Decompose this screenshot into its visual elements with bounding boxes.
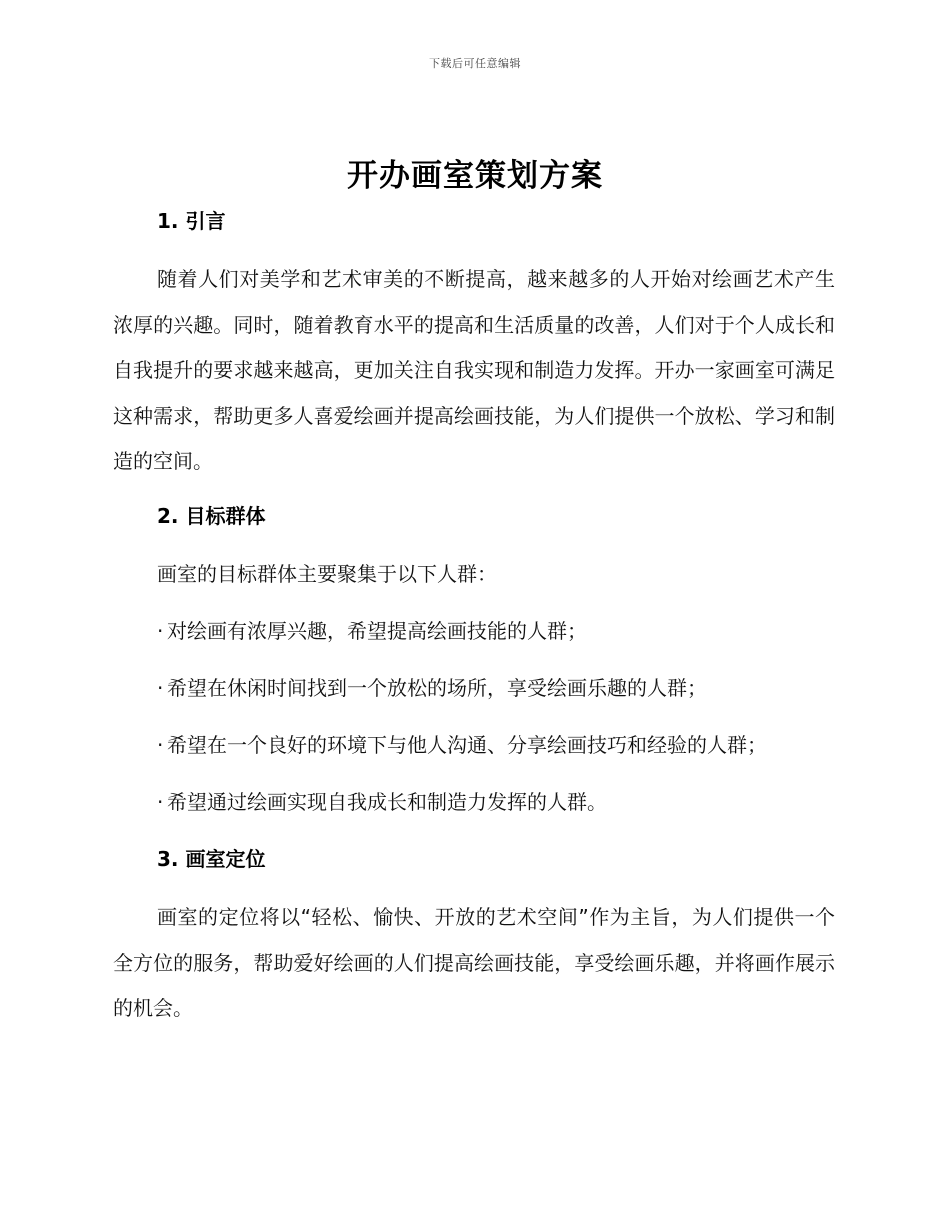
section-paragraph-intro: 随着人们对美学和艺术审美的不断提高，越来越多的人开始对绘画艺术产生浓厚的兴趣。同时，随着教育水平的提高和生活质量的改善，人们对于个人成长和自我提升的要求越来越高，更加关注自我实现和制造力发挥。开办一家画室可满足这种需求，帮助更多人喜爱绘画并提高绘画技能，为人们提供一个放松、学习和制造的空间。: [113, 267, 835, 473]
list-item-text: 对绘画有浓厚兴趣，希望提高绘画技能的人群；: [167, 619, 587, 643]
list-item: [157, 788, 607, 816]
page-header-note: 下载后可任意编辑: [429, 57, 521, 70]
section-heading-positioning: 3. 画室定位: [157, 847, 266, 871]
bullet-dot: ·: [157, 676, 164, 700]
list-item-text: 希望在一个良好的环境下与他人沟通、分享绘画技巧和经验的人群；: [167, 733, 767, 757]
list-item-text: 希望在休闲时间找到一个放松的场所，享受绘画乐趣的人群；: [167, 676, 707, 700]
section-heading-target-group: 2. 目标群体: [157, 504, 266, 528]
section-heading-intro: 1. 引言: [157, 209, 226, 233]
section-intro-target-group: 画室的目标群体主要聚集于以下人群：: [157, 562, 497, 586]
list-item: [157, 617, 587, 645]
section-paragraph-positioning: 画室的定位将以“轻松、愉快、开放的艺术空间”作为主旨，为人们提供一个全方位的服务，帮助爱好绘画的人们提高绘画技能，享受绘画乐趣，并将画作展示的机会。: [113, 905, 835, 1020]
bullet-dot: ·: [157, 790, 164, 814]
list-item: [157, 674, 707, 702]
bullet-dot: ·: [157, 619, 164, 643]
list-item-text: 希望通过绘画实现自我成长和制造力发挥的人群。: [167, 790, 607, 814]
document-title: 开办画室策划方案: [347, 158, 603, 194]
bullet-dot: ·: [157, 733, 164, 757]
list-item: [157, 731, 767, 759]
